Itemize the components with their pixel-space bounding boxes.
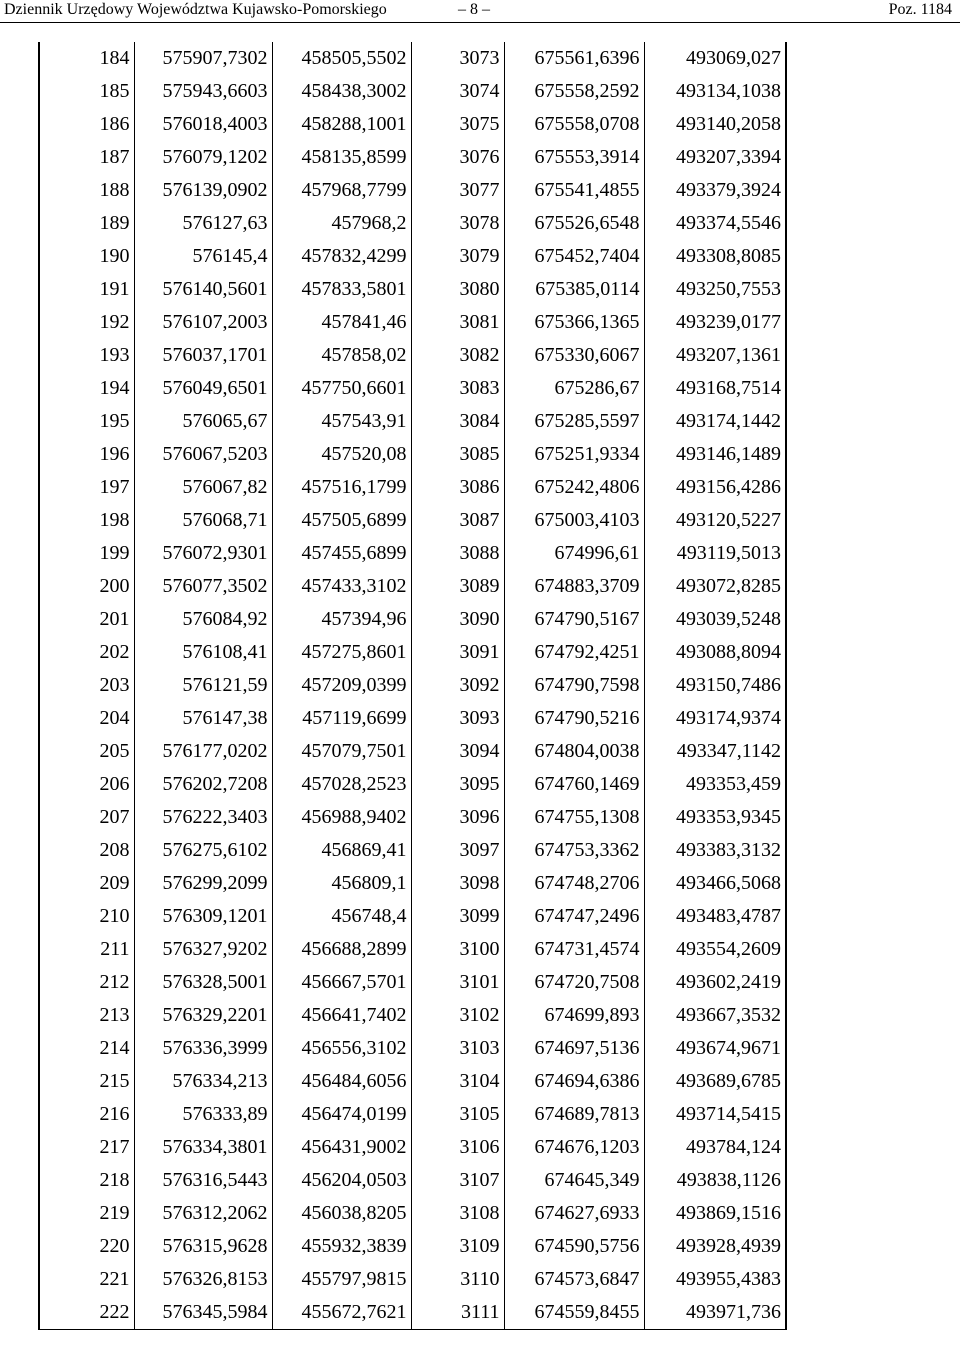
y-coordinate-b-cell: 493838,1126 xyxy=(644,1164,786,1197)
point-number-a-cell: 218 xyxy=(39,1164,134,1197)
point-number-b-cell: 3107 xyxy=(411,1164,504,1197)
y-coordinate-b-cell: 493483,4787 xyxy=(644,900,786,933)
y-coordinate-a-cell: 457833,5801 xyxy=(272,273,411,306)
x-coordinate-a-cell: 576107,2003 xyxy=(134,306,272,339)
table-row xyxy=(39,636,786,669)
y-coordinate-b-cell: 493784,124 xyxy=(644,1131,786,1164)
y-coordinate-a-cell: 456641,7402 xyxy=(272,999,411,1032)
x-coordinate-a-cell: 576336,3999 xyxy=(134,1032,272,1065)
y-coordinate-a-cell: 457028,2523 xyxy=(272,768,411,801)
x-coordinate-a-cell: 575943,6603 xyxy=(134,75,272,108)
y-coordinate-b-cell: 493250,7553 xyxy=(644,273,786,306)
y-coordinate-a-cell: 456988,9402 xyxy=(272,801,411,834)
table-row xyxy=(39,933,786,966)
y-coordinate-b-cell: 493869,1516 xyxy=(644,1197,786,1230)
x-coordinate-b-cell: 675242,4806 xyxy=(504,471,644,504)
table-row xyxy=(39,405,786,438)
point-number-a-cell: 208 xyxy=(39,834,134,867)
table-row xyxy=(39,108,786,141)
table-row xyxy=(39,1263,786,1296)
x-coordinate-a-cell: 576077,3502 xyxy=(134,570,272,603)
point-number-a-cell: 214 xyxy=(39,1032,134,1065)
x-coordinate-b-cell: 674753,3362 xyxy=(504,834,644,867)
x-coordinate-b-cell: 675561,6396 xyxy=(504,42,644,75)
point-number-b-cell: 3094 xyxy=(411,735,504,768)
point-number-a-cell: 217 xyxy=(39,1131,134,1164)
table-row xyxy=(39,768,786,801)
table-row xyxy=(39,1164,786,1197)
point-number-b-cell: 3073 xyxy=(411,42,504,75)
point-number-a-cell: 207 xyxy=(39,801,134,834)
point-number-a-cell: 200 xyxy=(39,570,134,603)
point-number-a-cell: 188 xyxy=(39,174,134,207)
x-coordinate-b-cell: 675385,0114 xyxy=(504,273,644,306)
y-coordinate-b-cell: 493174,9374 xyxy=(644,702,786,735)
y-coordinate-b-cell: 493134,1038 xyxy=(644,75,786,108)
x-coordinate-b-cell: 674996,61 xyxy=(504,537,644,570)
y-coordinate-b-cell: 493971,736 xyxy=(644,1296,786,1330)
x-coordinate-b-cell: 675330,6067 xyxy=(504,339,644,372)
point-number-a-cell: 194 xyxy=(39,372,134,405)
table-row xyxy=(39,1131,786,1164)
point-number-b-cell: 3074 xyxy=(411,75,504,108)
point-number-a-cell: 206 xyxy=(39,768,134,801)
table-row xyxy=(39,735,786,768)
y-coordinate-b-cell: 493466,5068 xyxy=(644,867,786,900)
point-number-a-cell: 221 xyxy=(39,1263,134,1296)
point-number-b-cell: 3095 xyxy=(411,768,504,801)
y-coordinate-b-cell: 493207,1361 xyxy=(644,339,786,372)
y-coordinate-b-cell: 493674,9671 xyxy=(644,1032,786,1065)
point-number-a-cell: 220 xyxy=(39,1230,134,1263)
point-number-a-cell: 193 xyxy=(39,339,134,372)
x-coordinate-b-cell: 674689,7813 xyxy=(504,1098,644,1131)
y-coordinate-a-cell: 457209,0399 xyxy=(272,669,411,702)
y-coordinate-a-cell: 457079,7501 xyxy=(272,735,411,768)
point-number-b-cell: 3077 xyxy=(411,174,504,207)
x-coordinate-a-cell: 576328,5001 xyxy=(134,966,272,999)
point-number-a-cell: 199 xyxy=(39,537,134,570)
table-row xyxy=(39,504,786,537)
y-coordinate-b-cell: 493150,7486 xyxy=(644,669,786,702)
table-row xyxy=(39,1032,786,1065)
table-row xyxy=(39,702,786,735)
point-number-b-cell: 3086 xyxy=(411,471,504,504)
point-number-a-cell: 222 xyxy=(39,1296,134,1330)
x-coordinate-a-cell: 576222,3403 xyxy=(134,801,272,834)
x-coordinate-b-cell: 675541,4855 xyxy=(504,174,644,207)
x-coordinate-b-cell: 675285,5597 xyxy=(504,405,644,438)
x-coordinate-a-cell: 576065,67 xyxy=(134,405,272,438)
y-coordinate-b-cell: 493689,6785 xyxy=(644,1065,786,1098)
y-coordinate-a-cell: 458505,5502 xyxy=(272,42,411,75)
x-coordinate-b-cell: 675366,1365 xyxy=(504,306,644,339)
y-coordinate-a-cell: 455672,7621 xyxy=(272,1296,411,1330)
x-coordinate-a-cell: 576108,41 xyxy=(134,636,272,669)
table-row xyxy=(39,207,786,240)
x-coordinate-a-cell: 576345,5984 xyxy=(134,1296,272,1330)
x-coordinate-a-cell: 575907,7302 xyxy=(134,42,272,75)
point-number-b-cell: 3102 xyxy=(411,999,504,1032)
table-row xyxy=(39,1296,786,1330)
x-coordinate-b-cell: 674645,349 xyxy=(504,1164,644,1197)
x-coordinate-b-cell: 674676,1203 xyxy=(504,1131,644,1164)
y-coordinate-a-cell: 457433,3102 xyxy=(272,570,411,603)
point-number-b-cell: 3096 xyxy=(411,801,504,834)
x-coordinate-b-cell: 674697,5136 xyxy=(504,1032,644,1065)
point-number-b-cell: 3088 xyxy=(411,537,504,570)
position-number: Poz. 1184 xyxy=(888,1,952,18)
point-number-a-cell: 216 xyxy=(39,1098,134,1131)
y-coordinate-a-cell: 457505,6899 xyxy=(272,504,411,537)
y-coordinate-b-cell: 493928,4939 xyxy=(644,1230,786,1263)
point-number-a-cell: 203 xyxy=(39,669,134,702)
x-coordinate-a-cell: 576327,9202 xyxy=(134,933,272,966)
point-number-a-cell: 215 xyxy=(39,1065,134,1098)
y-coordinate-b-cell: 493069,027 xyxy=(644,42,786,75)
point-number-b-cell: 3098 xyxy=(411,867,504,900)
y-coordinate-a-cell: 457968,2 xyxy=(272,207,411,240)
x-coordinate-a-cell: 576072,9301 xyxy=(134,537,272,570)
y-coordinate-b-cell: 493347,1142 xyxy=(644,735,786,768)
y-coordinate-a-cell: 457543,91 xyxy=(272,405,411,438)
point-number-b-cell: 3083 xyxy=(411,372,504,405)
x-coordinate-a-cell: 576018,4003 xyxy=(134,108,272,141)
table-row xyxy=(39,867,786,900)
point-number-b-cell: 3111 xyxy=(411,1296,504,1330)
y-coordinate-a-cell: 455932,3839 xyxy=(272,1230,411,1263)
y-coordinate-b-cell: 493120,5227 xyxy=(644,504,786,537)
x-coordinate-b-cell: 674747,2496 xyxy=(504,900,644,933)
table-row xyxy=(39,669,786,702)
table-row xyxy=(39,339,786,372)
y-coordinate-a-cell: 456809,1 xyxy=(272,867,411,900)
x-coordinate-a-cell: 576145,4 xyxy=(134,240,272,273)
y-coordinate-b-cell: 493239,0177 xyxy=(644,306,786,339)
point-number-a-cell: 204 xyxy=(39,702,134,735)
point-number-a-cell: 192 xyxy=(39,306,134,339)
table-row xyxy=(39,273,786,306)
page-header xyxy=(0,0,960,23)
x-coordinate-b-cell: 675553,3914 xyxy=(504,141,644,174)
table-row xyxy=(39,537,786,570)
point-number-a-cell: 201 xyxy=(39,603,134,636)
y-coordinate-b-cell: 493353,9345 xyxy=(644,801,786,834)
point-number-a-cell: 198 xyxy=(39,504,134,537)
y-coordinate-b-cell: 493140,2058 xyxy=(644,108,786,141)
point-number-b-cell: 3106 xyxy=(411,1131,504,1164)
x-coordinate-a-cell: 576299,2099 xyxy=(134,867,272,900)
point-number-a-cell: 212 xyxy=(39,966,134,999)
table-row xyxy=(39,603,786,636)
x-coordinate-b-cell: 675251,9334 xyxy=(504,438,644,471)
x-coordinate-b-cell: 675558,2592 xyxy=(504,75,644,108)
y-coordinate-a-cell: 457858,02 xyxy=(272,339,411,372)
y-coordinate-b-cell: 493308,8085 xyxy=(644,240,786,273)
point-number-a-cell: 191 xyxy=(39,273,134,306)
x-coordinate-b-cell: 674559,8455 xyxy=(504,1296,644,1330)
point-number-b-cell: 3089 xyxy=(411,570,504,603)
x-coordinate-b-cell: 674804,0038 xyxy=(504,735,644,768)
y-coordinate-b-cell: 493156,4286 xyxy=(644,471,786,504)
point-number-b-cell: 3099 xyxy=(411,900,504,933)
point-number-a-cell: 186 xyxy=(39,108,134,141)
point-number-b-cell: 3082 xyxy=(411,339,504,372)
table-row xyxy=(39,834,786,867)
y-coordinate-a-cell: 458135,8599 xyxy=(272,141,411,174)
x-coordinate-a-cell: 576067,5203 xyxy=(134,438,272,471)
x-coordinate-b-cell: 674720,7508 xyxy=(504,966,644,999)
x-coordinate-b-cell: 674731,4574 xyxy=(504,933,644,966)
y-coordinate-b-cell: 493714,5415 xyxy=(644,1098,786,1131)
point-number-a-cell: 202 xyxy=(39,636,134,669)
y-coordinate-b-cell: 493955,4383 xyxy=(644,1263,786,1296)
y-coordinate-b-cell: 493088,8094 xyxy=(644,636,786,669)
y-coordinate-a-cell: 456431,9002 xyxy=(272,1131,411,1164)
point-number-b-cell: 3090 xyxy=(411,603,504,636)
point-number-a-cell: 187 xyxy=(39,141,134,174)
y-coordinate-a-cell: 457275,8601 xyxy=(272,636,411,669)
x-coordinate-b-cell: 674627,6933 xyxy=(504,1197,644,1230)
y-coordinate-a-cell: 457119,6699 xyxy=(272,702,411,735)
point-number-b-cell: 3103 xyxy=(411,1032,504,1065)
point-number-b-cell: 3087 xyxy=(411,504,504,537)
y-coordinate-b-cell: 493554,2609 xyxy=(644,933,786,966)
table-row xyxy=(39,438,786,471)
x-coordinate-b-cell: 675452,7404 xyxy=(504,240,644,273)
point-number-a-cell: 190 xyxy=(39,240,134,273)
y-coordinate-b-cell: 493353,459 xyxy=(644,768,786,801)
table-row xyxy=(39,1197,786,1230)
y-coordinate-b-cell: 493602,2419 xyxy=(644,966,786,999)
table-row xyxy=(39,141,786,174)
table-row xyxy=(39,1065,786,1098)
table-row xyxy=(39,1098,786,1131)
x-coordinate-a-cell: 576334,3801 xyxy=(134,1131,272,1164)
y-coordinate-b-cell: 493667,3532 xyxy=(644,999,786,1032)
point-number-a-cell: 195 xyxy=(39,405,134,438)
x-coordinate-a-cell: 576127,63 xyxy=(134,207,272,240)
point-number-a-cell: 184 xyxy=(39,42,134,75)
x-coordinate-b-cell: 675003,4103 xyxy=(504,504,644,537)
point-number-b-cell: 3101 xyxy=(411,966,504,999)
x-coordinate-a-cell: 576068,71 xyxy=(134,504,272,537)
point-number-a-cell: 196 xyxy=(39,438,134,471)
point-number-b-cell: 3092 xyxy=(411,669,504,702)
table-row xyxy=(39,570,786,603)
point-number-a-cell: 205 xyxy=(39,735,134,768)
point-number-a-cell: 189 xyxy=(39,207,134,240)
x-coordinate-a-cell: 576315,9628 xyxy=(134,1230,272,1263)
x-coordinate-a-cell: 576084,92 xyxy=(134,603,272,636)
x-coordinate-b-cell: 674694,6386 xyxy=(504,1065,644,1098)
point-number-b-cell: 3085 xyxy=(411,438,504,471)
point-number-a-cell: 197 xyxy=(39,471,134,504)
x-coordinate-b-cell: 674790,5216 xyxy=(504,702,644,735)
x-coordinate-b-cell: 674792,4251 xyxy=(504,636,644,669)
x-coordinate-a-cell: 576326,8153 xyxy=(134,1263,272,1296)
table-row xyxy=(39,42,786,75)
point-number-b-cell: 3076 xyxy=(411,141,504,174)
x-coordinate-a-cell: 576334,213 xyxy=(134,1065,272,1098)
x-coordinate-a-cell: 576147,38 xyxy=(134,702,272,735)
point-number-b-cell: 3093 xyxy=(411,702,504,735)
point-number-b-cell: 3079 xyxy=(411,240,504,273)
point-number-a-cell: 185 xyxy=(39,75,134,108)
table-row xyxy=(39,75,786,108)
point-number-b-cell: 3097 xyxy=(411,834,504,867)
x-coordinate-b-cell: 674699,893 xyxy=(504,999,644,1032)
y-coordinate-a-cell: 456484,6056 xyxy=(272,1065,411,1098)
point-number-b-cell: 3078 xyxy=(411,207,504,240)
y-coordinate-a-cell: 456748,4 xyxy=(272,900,411,933)
y-coordinate-a-cell: 457520,08 xyxy=(272,438,411,471)
x-coordinate-b-cell: 675286,67 xyxy=(504,372,644,405)
x-coordinate-b-cell: 674760,1469 xyxy=(504,768,644,801)
y-coordinate-a-cell: 456688,2899 xyxy=(272,933,411,966)
table-row xyxy=(39,966,786,999)
y-coordinate-a-cell: 457516,1799 xyxy=(272,471,411,504)
point-number-b-cell: 3084 xyxy=(411,405,504,438)
table-row xyxy=(39,306,786,339)
y-coordinate-b-cell: 493146,1489 xyxy=(644,438,786,471)
table-row xyxy=(39,999,786,1032)
point-number-b-cell: 3081 xyxy=(411,306,504,339)
x-coordinate-b-cell: 674755,1308 xyxy=(504,801,644,834)
y-coordinate-a-cell: 458288,1001 xyxy=(272,108,411,141)
y-coordinate-b-cell: 493039,5248 xyxy=(644,603,786,636)
x-coordinate-a-cell: 576067,82 xyxy=(134,471,272,504)
x-coordinate-a-cell: 576121,59 xyxy=(134,669,272,702)
y-coordinate-a-cell: 455797,9815 xyxy=(272,1263,411,1296)
point-number-b-cell: 3075 xyxy=(411,108,504,141)
x-coordinate-b-cell: 675558,0708 xyxy=(504,108,644,141)
point-number-b-cell: 3091 xyxy=(411,636,504,669)
point-number-b-cell: 3105 xyxy=(411,1098,504,1131)
y-coordinate-a-cell: 456667,5701 xyxy=(272,966,411,999)
x-coordinate-b-cell: 674748,2706 xyxy=(504,867,644,900)
x-coordinate-a-cell: 576177,0202 xyxy=(134,735,272,768)
x-coordinate-b-cell: 674790,5167 xyxy=(504,603,644,636)
table-row xyxy=(39,240,786,273)
y-coordinate-a-cell: 456474,0199 xyxy=(272,1098,411,1131)
journal-title: Dziennik Urzędowy Województwa Kujawsko-Pomorskiego xyxy=(4,1,387,18)
y-coordinate-a-cell: 457841,46 xyxy=(272,306,411,339)
x-coordinate-a-cell: 576275,6102 xyxy=(134,834,272,867)
y-coordinate-a-cell: 456204,0503 xyxy=(272,1164,411,1197)
y-coordinate-b-cell: 493174,1442 xyxy=(644,405,786,438)
x-coordinate-a-cell: 576202,7208 xyxy=(134,768,272,801)
point-number-b-cell: 3080 xyxy=(411,273,504,306)
point-number-b-cell: 3108 xyxy=(411,1197,504,1230)
x-coordinate-a-cell: 576309,1201 xyxy=(134,900,272,933)
coordinates-table xyxy=(38,42,787,1330)
y-coordinate-a-cell: 457750,6601 xyxy=(272,372,411,405)
y-coordinate-b-cell: 493119,5013 xyxy=(644,537,786,570)
point-number-a-cell: 210 xyxy=(39,900,134,933)
y-coordinate-b-cell: 493383,3132 xyxy=(644,834,786,867)
y-coordinate-a-cell: 457455,6899 xyxy=(272,537,411,570)
y-coordinate-a-cell: 458438,3002 xyxy=(272,75,411,108)
x-coordinate-a-cell: 576139,0902 xyxy=(134,174,272,207)
x-coordinate-a-cell: 576312,2062 xyxy=(134,1197,272,1230)
x-coordinate-a-cell: 576329,2201 xyxy=(134,999,272,1032)
table-row xyxy=(39,471,786,504)
y-coordinate-b-cell: 493379,3924 xyxy=(644,174,786,207)
table-row xyxy=(39,801,786,834)
point-number-b-cell: 3104 xyxy=(411,1065,504,1098)
table-row xyxy=(39,174,786,207)
point-number-b-cell: 3100 xyxy=(411,933,504,966)
table-row xyxy=(39,900,786,933)
x-coordinate-a-cell: 576049,6501 xyxy=(134,372,272,405)
y-coordinate-a-cell: 457394,96 xyxy=(272,603,411,636)
y-coordinate-b-cell: 493072,8285 xyxy=(644,570,786,603)
point-number-a-cell: 213 xyxy=(39,999,134,1032)
x-coordinate-b-cell: 675526,6548 xyxy=(504,207,644,240)
y-coordinate-a-cell: 456556,3102 xyxy=(272,1032,411,1065)
y-coordinate-b-cell: 493374,5546 xyxy=(644,207,786,240)
point-number-a-cell: 209 xyxy=(39,867,134,900)
x-coordinate-b-cell: 674590,5756 xyxy=(504,1230,644,1263)
point-number-b-cell: 3109 xyxy=(411,1230,504,1263)
page-number: – 8 – xyxy=(458,1,490,18)
coordinates-table-body xyxy=(39,42,786,1330)
x-coordinate-a-cell: 576316,5443 xyxy=(134,1164,272,1197)
x-coordinate-b-cell: 674883,3709 xyxy=(504,570,644,603)
table-row xyxy=(39,1230,786,1263)
y-coordinate-b-cell: 493168,7514 xyxy=(644,372,786,405)
y-coordinate-a-cell: 457832,4299 xyxy=(272,240,411,273)
y-coordinate-a-cell: 457968,7799 xyxy=(272,174,411,207)
x-coordinate-b-cell: 674573,6847 xyxy=(504,1263,644,1296)
y-coordinate-a-cell: 456869,41 xyxy=(272,834,411,867)
point-number-a-cell: 211 xyxy=(39,933,134,966)
y-coordinate-b-cell: 493207,3394 xyxy=(644,141,786,174)
point-number-b-cell: 3110 xyxy=(411,1263,504,1296)
x-coordinate-a-cell: 576037,1701 xyxy=(134,339,272,372)
y-coordinate-a-cell: 456038,8205 xyxy=(272,1197,411,1230)
x-coordinate-b-cell: 674790,7598 xyxy=(504,669,644,702)
x-coordinate-a-cell: 576079,1202 xyxy=(134,141,272,174)
x-coordinate-a-cell: 576333,89 xyxy=(134,1098,272,1131)
point-number-a-cell: 219 xyxy=(39,1197,134,1230)
x-coordinate-a-cell: 576140,5601 xyxy=(134,273,272,306)
table-row xyxy=(39,372,786,405)
